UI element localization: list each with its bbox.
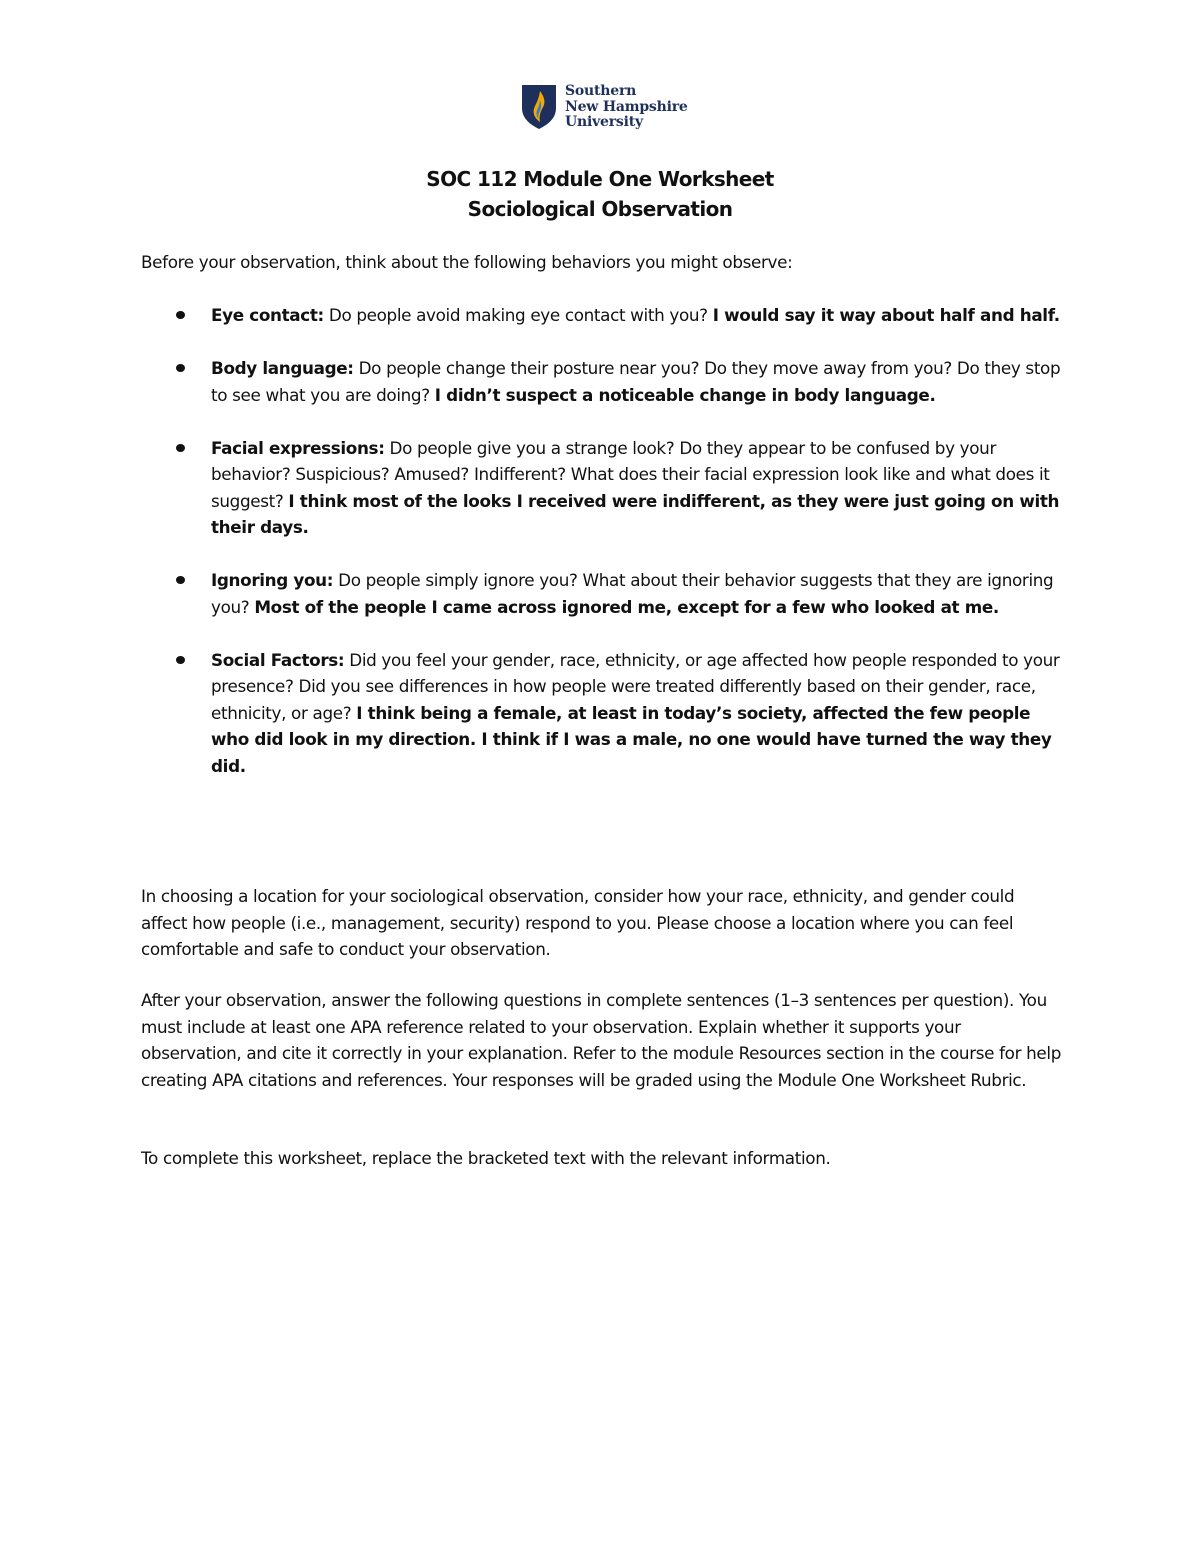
logo-line-2: New Hampshire [565,98,688,115]
instructions-paragraph: After your observation, answer the following questions in complete sentences (1–3 sentences per question). You must include at least one APA reference related to your observation. Explain whether it supports your observation, and cite it correctly in your explanation. Refer to the module Resources section in the course for help creating APA citations and references. Your responses will be graded using the Module One Worksheet Rubric. [141,990,1062,1090]
bullet-dot-icon [176,444,185,452]
bullet-dot-icon [176,656,185,664]
document-title [0,164,1200,224]
behavior-list [141,302,1071,806]
intro-paragraph: Before your observation, think about the following behaviors you might observe: [141,252,793,272]
bullet-label: Ignoring you: [211,570,334,590]
bullet-question: Do people avoid making eye contact with you? [323,305,713,325]
bullet-answer: I didn’t suspect a noticeable change in body language. [434,384,936,405]
list-item-eye-contact [141,302,1071,329]
title-line-2: Sociological Observation [467,197,733,221]
logo-wordmark [565,84,688,131]
list-item-facial-expressions [141,435,1071,541]
list-item-body-language [141,355,1071,408]
bullet-label: Social Factors: [211,649,345,670]
bullet-answer: Most of the people I came across ignored me, except for a few who looked at me. [254,596,999,617]
list-item-ignoring-you [141,567,1071,620]
bullet-dot-icon [176,364,185,372]
completion-paragraph: To complete this worksheet, replace the bracketed text with the relevant information. [141,1148,831,1168]
bullet-question: Do people give you a strange look? Do they appear to be confused by your behavior? Suspicious? Amused? Indifferent? What does their facial expression look like and what does it suggest? [211,437,1050,511]
bullet-label: Eye contact: [211,305,324,325]
title-line-1: SOC 112 Module One Worksheet [426,167,774,191]
bullet-question: Do people simply ignore you? What about their behavior suggests that they are ignoring you? [211,570,1054,617]
bullet-answer: I think being a female, at least in today’s society, affected the few people who did look in my direction. I think if I was a male, no one would have turned the way they did. [211,702,1052,776]
university-logo [521,84,688,131]
logo-line-3: University [565,114,643,130]
bullet-question: Did you feel your gender, race, ethnicity, or age affected how people responded to your presence? Did you see differences in how people were treated differently based on their gender, race, ethnicity, or age? [211,649,1060,723]
bullet-dot-icon [176,576,185,584]
snhu-shield-icon [521,84,557,130]
list-item-social-factors [141,647,1071,780]
bullet-answer: I would say it way about half and half. [712,305,1060,325]
bullet-answer: I think most of the looks I received were indifferent, as they were just going on with their days. [211,490,1060,537]
logo-line-1: Southern [565,83,637,99]
bullet-dot-icon [176,311,185,319]
location-paragraph: In choosing a location for your sociological observation, consider how your race, ethnicity, and gender could affect how people (i.e., management, security) respond to you. Please choose a location where you can feel comfortable and safe to conduct your observation. [141,886,1015,959]
bullet-question: Do people change their posture near you? Do they move away from you? Do they stop to see what you are doing? [211,358,1061,405]
bullet-label: Body language: [211,358,354,378]
bullet-label: Facial expressions: [211,437,385,458]
